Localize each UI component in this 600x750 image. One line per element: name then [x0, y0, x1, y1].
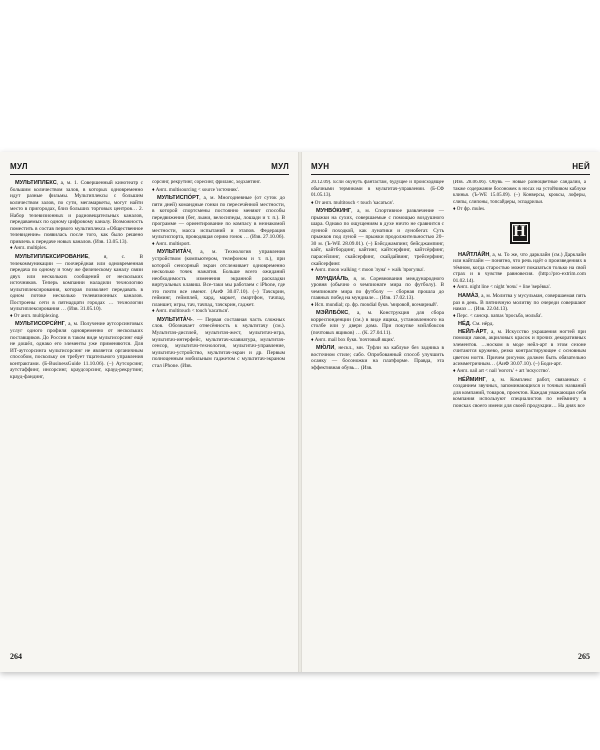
- entry-text: ♦ Англ. multitouch < touch 'касаться'.: [152, 309, 230, 315]
- running-head-left: МУН: [311, 162, 330, 171]
- etymology-note: [152, 309, 285, 316]
- left-page-column-1: [10, 180, 143, 642]
- entry-headword: МУЛЬТИСПО́РТ: [157, 195, 200, 202]
- section-letter-badge: Н: [510, 222, 530, 244]
- entry-headword: МУЛЬТИПЛЕКСИРОВАНИЕ: [15, 254, 89, 261]
- etymology-note: [10, 314, 143, 321]
- etymology-note: [152, 188, 285, 195]
- page-number: 264: [10, 652, 22, 661]
- running-head: [311, 162, 590, 174]
- page-number: 265: [578, 652, 590, 661]
- etymology-note: [311, 180, 444, 200]
- entry-text: , а, м. То же, что дарклайн (см.) Дарклайн или найтлайн — понятно, что речь идёт о произведениях в тёмном, когда старостью может показаться только на свой страх и в чувстве равновесия. (http://pro-extrim.com 01.02.14).: [453, 251, 586, 284]
- right-page-column-1: [311, 180, 444, 642]
- entry-text: ♦ Англ. night line < night 'ночь' + line 'верёвка'.: [453, 285, 551, 291]
- entry-text: , а, м. Молитва у мусульман, совершаемая пять раз в день. В пятничную молитву по очереди совершают намаз … (Изв. 22.04.13).: [453, 293, 586, 313]
- dictionary-entry: [152, 195, 285, 241]
- running-head-right: МУЛ: [271, 162, 289, 171]
- entry-text: ♦ Перс. < санскр. namas 'просьба, мольба'.: [453, 313, 543, 319]
- dictionary-entry: [453, 329, 586, 368]
- entry-text: ♦ Англ. multiplex.: [10, 246, 48, 252]
- entry-text: 20.12.09). Если окунуть фантастам, будущее и происходящее обычными терминами в мультитач-управлении. (Б-СФ 01.05.13).: [311, 180, 444, 199]
- entry-text: ♦ Англ. nail art < nail 'ноготь' + art 'искусство'.: [453, 369, 550, 375]
- entry-text: , а, м. 1. Совершенный кинотеатр с большим количеством залов, в которых одновременно идут разные фильмы. Мультиплексы с большим количеством залов, по сути, мегамаркеты, могут найти место в пригородах, близ больших торговых центров… 2. Набор телевизионных и радиовещательных каналов, передаваемых по одному цифровому каналу. Возможность поместить в состав первого мультиплекса «Общественное телевидение» появилась после того, как было решено привлечь к передаче новых каналов. (Изв. 13.05.13).: [10, 180, 143, 245]
- etymology-note: [311, 268, 444, 275]
- dictionary-entry: [152, 317, 285, 369]
- entry-text: . — Первая составная часть сложных слов. Обозначает отнесённость к мультитачу (см.). Мультитач-дисплей, мультитач-жест, мультитач-игра, мультитач-интерфейс, мультитач-клавиатура, мультитач-сенсор, мультитач-технология, мультитач-управление, мультитач-устройство, мультитач-экран и др. Первым полноценным мобильным гаджетом с мультитач-экраном стал iPhone. (Изв.: [152, 316, 285, 369]
- dictionary-entry: [453, 321, 586, 328]
- left-page-column-2: [152, 180, 285, 642]
- dictionary-entry: [311, 345, 444, 371]
- header-rule: [311, 174, 590, 175]
- header-rule: [10, 174, 289, 175]
- dictionary-entry: [10, 180, 143, 245]
- entry-text: , а, м. Спортивное развлечение — прыжки на сухих, совершаемые с помощью воздушного шара. Однако по ощущениям в духе ничто не сравнится с лунной походкой, как лунатики и лунобегат. Суть прыжков под луной — прыжки продолжительностью 20–30 м. (Ъ-WE 28.09.01). (–) Бэйсджампинг, бейсджампинг, кайт, кайтбординг, кайтинг, кайтсерфинг, кайтсёрфинг, парасейлинг, скайсерфинг, скайдайвинг, трейсерфинг, скайсерфинг.: [311, 208, 444, 267]
- entry-headword: МУНВО́КИНГ: [316, 208, 352, 215]
- entry-headword: НЕЙЛ-А́РТ: [458, 328, 487, 335]
- book-spread: [0, 152, 600, 672]
- running-head-right: НЕЙ: [572, 162, 590, 171]
- entry-text: , а, м. Технология управления устройством (компьютером, телефоном и т. п.), при которой сенсорный экран отслеживает одновременно несколько точек нажатия. Больше всего ожиданий необходимость изменения экранной раскладки виртуальных клавиш. Все-таки мы работаем с iPhone, где это почти все имеют. (АиФ 30.07.10). (–) Тачскрин, гейминг, геймплей, хард, маркет, смартфон, тачпад, планшет, игры, тач, тачпад, тачскрин, гаджет.: [152, 249, 285, 308]
- dictionary-entry: [311, 208, 444, 267]
- etymology-note: [152, 180, 285, 187]
- entry-headword: МЭЙЛБО́КС: [316, 310, 349, 317]
- dictionary-entry: [311, 276, 444, 302]
- entry-headword: МУЛЬТИСОРСИ́НГ: [15, 321, 65, 328]
- entry-text: , а, м. Искусство украшения ногтей при помощи лаков, акриловых красок и прочих декоративных элементов. …носком в моде нейл-арт в этом сезоне считаются кружево, резко контрастирующее с основным цветом ногтя. Причем рисунок должен быть обязательно асимметричным… (АиФ 30.07.10). (–) Боди-арт.: [453, 328, 586, 368]
- entry-headword: МУЛЬТИТА́Ч-: [157, 316, 193, 323]
- entry-headword: МУНДИА́ЛЬ: [316, 275, 349, 282]
- etymology-note: [453, 207, 586, 214]
- entry-text: , а, м. Многодневные (от суток до пяти дней) командные гонки по пересечённой местности, в которой спортсмены постоянно меняют способы передвижения (бег, лыжи, велосипеды, лошади и т. п.). В программе — ориентирование по компасу в незнакомой местности, масса испытаний и этапов. Федерация мультиспорта, проводящая серию гонок … (Изв. 27.10.06).: [152, 195, 285, 241]
- right-page: [301, 152, 600, 672]
- dictionary-entry: [10, 254, 143, 313]
- entry-headword: НЕ́ЙМИНГ: [458, 376, 486, 383]
- entry-headword: НАЙТЛА́ЙН: [458, 251, 490, 258]
- dictionary-entry: [453, 252, 586, 285]
- etymology-note: [311, 338, 444, 345]
- running-head-left: МУЛ: [10, 162, 28, 171]
- etymology-note: [453, 314, 586, 321]
- entry-text: , я, с. В телекоммуникации — поочерёдная или одновременная передача по одному и тому же физическому каналу связи двух или нескольких сообщений от нескольких источников. Теперь компании наладили технологию мультиплексирования, которая позволяет передавать в одном потоке несколько телевизионных каналов. Построены сети в пятнадцати городах … технологии мультиплексирования … (Изв. 31.05.10).: [10, 254, 143, 313]
- entry-text: ♦ Англ. multisourcing < source 'источник'.: [152, 187, 240, 193]
- entry-headword: МУЛЬТИПЛЕ́КС: [15, 180, 57, 186]
- entry-text: ♦ Англ. moon walking < moon 'луна' + walk 'прогулка'.: [311, 268, 425, 274]
- entry-text: ♦ От англ. multiplexing.: [10, 313, 60, 319]
- dictionary-entry: [453, 293, 586, 313]
- running-head: [10, 162, 289, 174]
- dictionary-entry: [311, 310, 444, 336]
- entry-text: , а, м. Конструкция для сбора корреспонденции (см.) в виде ящика, установленного на столбе или у двери дома. При покупке мэйлбоксов (почтовых ящиков) … (К. 27.04.11).: [311, 310, 444, 337]
- entry-text: , нескл., мн. Туфли на каблуке без задника в восточном стиле; сабо. Опробованный способ улучшить осанку — босоножки на платформе. Правда, эта эффективная обувь… (Изв.: [311, 345, 444, 371]
- entry-headword: НЕ́Д: [458, 321, 470, 328]
- entry-text: . См. нёрд.: [469, 321, 494, 328]
- etymology-note: [453, 369, 586, 376]
- etymology-note: [453, 285, 586, 292]
- entry-headword: НАМА́З: [458, 293, 479, 300]
- entry-text: (Изв. 28.06.06). Обувь — новые разноцветные сандалии, а также содержание босоножек в носах на устойчивом каблуке клинья. (Ъ-WE 15.05.09). (–) Конверсы, кроксы, лоферы, слипы, слипоны, топсайдеры, эспадрильи.: [453, 180, 586, 205]
- entry-text: сорсинг, рекрутинг, соресинг, фриланс, хедхантинг.: [152, 180, 261, 185]
- dictionary-entry: [152, 249, 285, 308]
- dictionary-entry: [10, 321, 143, 380]
- left-page: [0, 152, 299, 672]
- entry-headword: МЮ́ЛИ: [316, 345, 335, 352]
- right-page-column-2: [453, 180, 586, 642]
- dictionary-entry: [453, 377, 586, 410]
- entry-headword: МУЛЬТИТА́Ч: [157, 249, 191, 256]
- entry-text: , а, м. Комплекс работ, связанных с созданием звучных, запоминающихся и точных названий для компаний, товаров, проектов. Каждая уважающая себя компания используют специалистов по неймингу в поисках своего имени для своей продукции… На днях все: [453, 376, 586, 409]
- etymology-note: [311, 303, 444, 310]
- entry-text: ♦ Англ. multisport.: [152, 241, 191, 247]
- etymology-note: [152, 242, 285, 249]
- entry-text: ♦ От англ. multitouch < touch 'касаться'.: [311, 200, 394, 206]
- etymology-note: [10, 246, 143, 253]
- etymology-note: [453, 180, 586, 206]
- etymology-note: [311, 201, 444, 208]
- entry-text: ♦ От фр. mules.: [453, 207, 486, 213]
- entry-text: , я, м. Соревнования международного уровня (обычно о чемпионате мира по футболу). В чемпионате мира по футболу — сборная прошла до главных побед на мундиале… (Изв. 17.02.13).: [311, 275, 444, 302]
- entry-text: ♦ Англ. mail box букв. 'почтовый ящик'.: [311, 337, 396, 343]
- entry-text: , а, м. Получение аутсорсинговых услуг одного профиля одновременно от нескольких поставщиков. До России в таком виде мультисорсинг ещё не дошёл, однако его элементы уже применяются. Для ИТ-аутсорсинга мультисорсинг не является органичным способом, поскольку он требует тщательного управления контрактами. (Б-BusinessGuide 11.10.06). (–) Аутсорсинг, аутстаффинг, инсорсинг, краудсорсинг, крауд-рекрутинг, крауд-фандинг,: [10, 321, 143, 380]
- entry-text: ♦ Исп. mundial; ср. фр. mondial букв. 'мировой, всемирный'.: [311, 302, 438, 308]
